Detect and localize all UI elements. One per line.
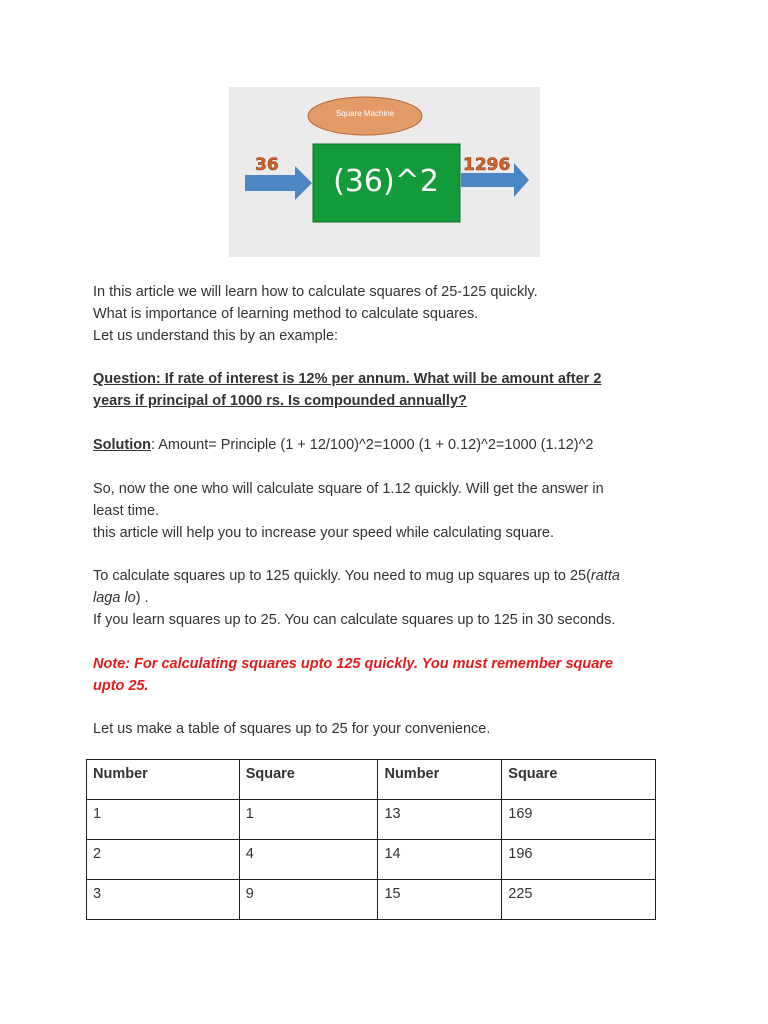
note-line: upto 25. — [93, 678, 149, 694]
speed-line: So, now the one who will calculate square of 1.12 quickly. Will get the answer in — [93, 481, 604, 497]
table-cell: 3 — [87, 880, 240, 920]
table-cell: 13 — [378, 800, 502, 840]
table-cell: 14 — [378, 840, 502, 880]
squares-table — [86, 759, 656, 920]
table-cell: 169 — [502, 800, 656, 840]
mug-line2-suffix: ) . — [135, 590, 149, 606]
mug-line: If you learn squares up to 25. You can calculate squares up to 125 in 30 seconds. — [93, 612, 616, 628]
note-paragraph — [93, 653, 673, 697]
table-cell: 9 — [239, 880, 378, 920]
table-intro-paragraph — [93, 718, 673, 740]
solution-paragraph — [93, 434, 673, 456]
table-header-cell: Square — [502, 760, 656, 800]
table-header-cell: Square — [239, 760, 378, 800]
intro-paragraph — [93, 281, 673, 347]
speed-paragraph — [93, 478, 673, 544]
solution-text: : Amount= Principle (1 + 12/100)^2=1000 (1 + 0.12)^2=1000 (1.12)^2 — [151, 437, 594, 453]
table-cell: 2 — [87, 840, 240, 880]
table-header-cell: Number — [87, 760, 240, 800]
question-line: years if principal of 1000 rs. Is compounded annually? — [93, 393, 467, 409]
table-intro-line: Let us make a table of squares up to 25 for your convenience. — [93, 721, 491, 737]
input-value: 36 — [255, 155, 279, 175]
square-machine-figure — [229, 87, 540, 257]
note-line: Note: For calculating squares upto 125 quickly. You must remember square — [93, 656, 613, 672]
table-cell: 4 — [239, 840, 378, 880]
intro-line: What is importance of learning method to calculate squares. — [93, 306, 479, 322]
mug-line1-prefix: To calculate squares up to 125 quickly. You need to mug up squares up to 25( — [93, 568, 591, 584]
solution-label: Solution — [93, 437, 151, 453]
speed-line: least time. — [93, 503, 160, 519]
table-cell: 196 — [502, 840, 656, 880]
mug-line1-italic: ratta — [590, 568, 620, 584]
question-paragraph — [93, 368, 673, 412]
table-row — [87, 840, 656, 880]
table-cell: 225 — [502, 880, 656, 920]
question-line: Question: If rate of interest is 12% per annum. What will be amount after 2 — [93, 371, 602, 387]
mug-line — [93, 565, 673, 587]
table-row — [87, 800, 656, 840]
table-cell: 1 — [239, 800, 378, 840]
intro-line: Let us understand this by an example: — [93, 328, 339, 344]
output-value: 1296 — [463, 155, 511, 175]
speed-line: this article will help you to increase your speed while calculating square. — [93, 525, 555, 541]
intro-line: In this article we will learn how to calculate squares of 25-125 quickly. — [93, 284, 538, 300]
table-cell: 1 — [87, 800, 240, 840]
machine-box-label: (36)^2 — [333, 164, 439, 199]
mug-paragraph — [93, 565, 673, 631]
solution-line — [93, 434, 673, 456]
table-cell: 15 — [378, 880, 502, 920]
mug-line2-italic: laga lo — [93, 590, 136, 606]
table-header-cell: Number — [378, 760, 502, 800]
square-machine-svg — [229, 87, 540, 257]
table-row — [87, 880, 656, 920]
mug-line — [93, 587, 673, 609]
bubble-label: Square Machine — [335, 109, 395, 118]
table-header-row — [87, 760, 656, 800]
